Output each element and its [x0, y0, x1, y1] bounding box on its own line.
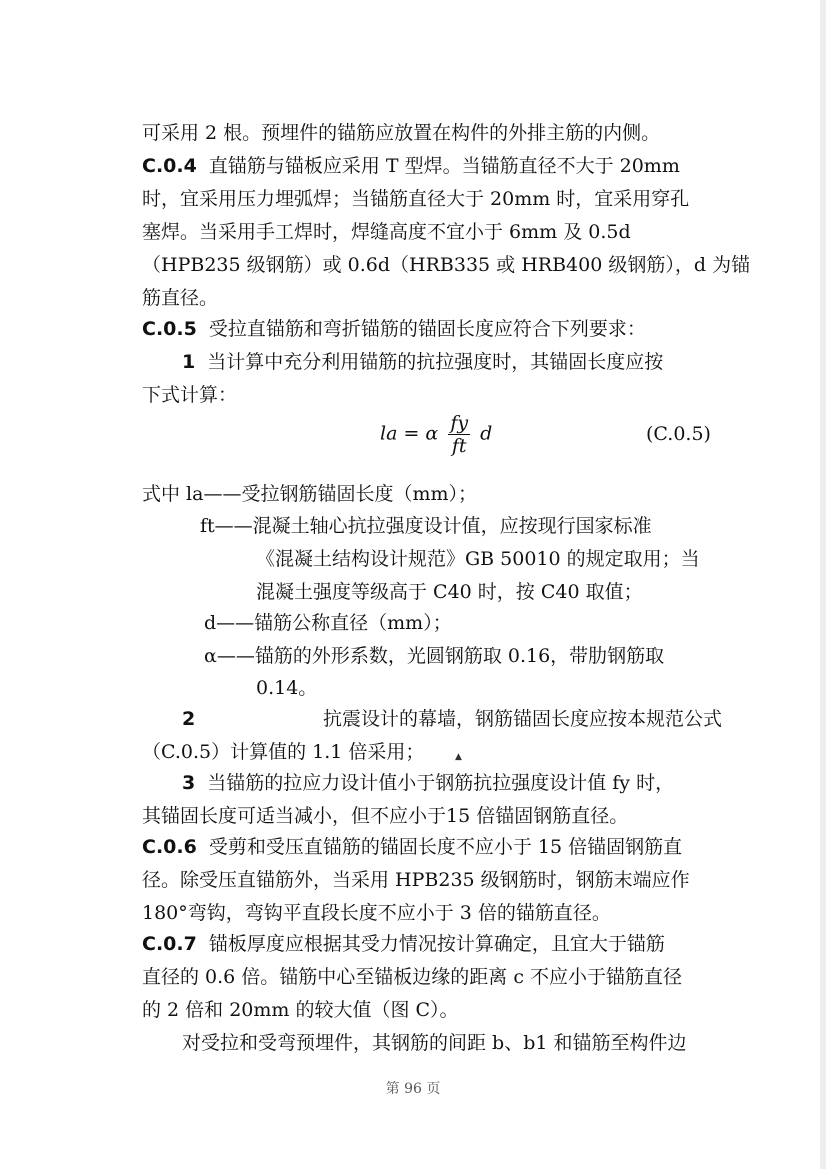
- item-number: 2: [182, 708, 196, 730]
- item-3: 3 当锚筋的拉应力设计值小于钢筋抗拉强度设计值 fy 时，: [182, 767, 722, 800]
- text-line: （C.0.5）计算值的 1.1 倍采用；: [142, 741, 425, 763]
- text-line: 下式计算：: [142, 384, 238, 406]
- text-line: 《混凝土结构设计规范》GB 50010 的规定取用；当: [256, 548, 700, 570]
- text-line: 0.14。: [256, 677, 318, 699]
- item-number: 3: [182, 772, 196, 794]
- clause-c06: C.0.6 受剪和受压直锚筋的锚固长度不应小于 15 倍锚固钢筋直: [142, 831, 722, 864]
- text-line: 直径的 0.6 倍。锚筋中心至锚板边缘的距离 c 不应小于锚筋直径: [142, 966, 683, 988]
- symbol-definition: 式中 la——受拉钢筋锚固长度（mm）；: [142, 483, 477, 505]
- text-line: 径。除受压直锚筋外，当采用 HPB235 级钢筋时，钢筋末端应作: [142, 869, 690, 891]
- symbol-definition: d——锚筋公称直径（mm）；: [204, 612, 452, 634]
- item-1: 1 当计算中充分利用锚筋的抗拉强度时，其锚固长度应按: [182, 346, 722, 379]
- formula-d: d: [480, 422, 493, 445]
- text-line: （HPB235 级钢筋）或 0.6d（HRB335 或 HRB400 级钢筋），d 为锚: [142, 254, 751, 276]
- formula-lhs: la: [380, 422, 398, 445]
- clause-c07: C.0.7 锚板厚度应根据其受力情况按计算确定，且宜大于锚筋: [142, 928, 722, 961]
- clause-number: C.0.4: [142, 155, 197, 177]
- text-line: 筋直径。: [142, 287, 219, 309]
- item-2: 2 抗震设计的幕墙，钢筋锚固长度应按本规范公式: [182, 703, 722, 736]
- text-line: 时，宜采用压力埋弧焊；当锚筋直径大于 20mm 时，宜采用穿孔: [142, 188, 690, 210]
- text-line: 塞焊。当采用手工焊时，焊缝高度不宜小于 6mm 及 0.5d: [142, 221, 631, 243]
- text-line: 180°弯钩，弯钩平直段长度不应小于 3 倍的锚筋直径。: [142, 902, 611, 924]
- text-line: 可采用 2 根。预埋件的锚筋应放置在构件的外排主筋的内侧。: [142, 122, 661, 144]
- clause-c04: C.0.4 直锚筋与锚板应采用 T 型焊。当锚筋直径不大于 20mm: [142, 150, 722, 183]
- clause-c05: C.0.5 受拉直锚筋和弯折锚筋的锚固长度应符合下列要求：: [142, 313, 722, 346]
- formula-fraction: [448, 412, 470, 457]
- symbol-definition: ft——混凝土轴心抗拉强度设计值，应按现行国家标准: [200, 515, 652, 537]
- formula-numerator: fy: [450, 412, 469, 434]
- clause-number: C.0.7: [142, 933, 197, 955]
- formula-equals: =: [403, 422, 420, 445]
- text-line: 对受拉和受弯预埋件，其钢筋的间距 b、b1 和锚筋至构件边: [182, 1032, 687, 1054]
- symbol-definition: α——锚筋的外形系数，光圆钢筋取 0.16，带肋钢筋取: [204, 645, 665, 667]
- text-line: 的 2 倍和 20mm 的较大值（图 C）。: [142, 999, 459, 1021]
- scan-edge: [820, 0, 826, 1169]
- text-line: 其锚固长度可适当减小，但不应小于15 倍锚固钢筋直径。: [142, 805, 629, 827]
- clause-number: C.0.5: [142, 318, 197, 340]
- item-number: 1: [182, 351, 196, 373]
- page-number: 第 96 页: [385, 1081, 441, 1097]
- formula-alpha: α: [425, 422, 439, 445]
- text-line: 混凝土强度等级高于 C40 时，按 C40 取值；: [256, 581, 643, 603]
- formula-denominator: ft: [451, 435, 467, 457]
- formula-number: (C.0.5): [646, 423, 711, 445]
- clause-number: C.0.6: [142, 836, 197, 858]
- formula-c05: [380, 412, 492, 457]
- stray-mark: ▲: [455, 752, 462, 762]
